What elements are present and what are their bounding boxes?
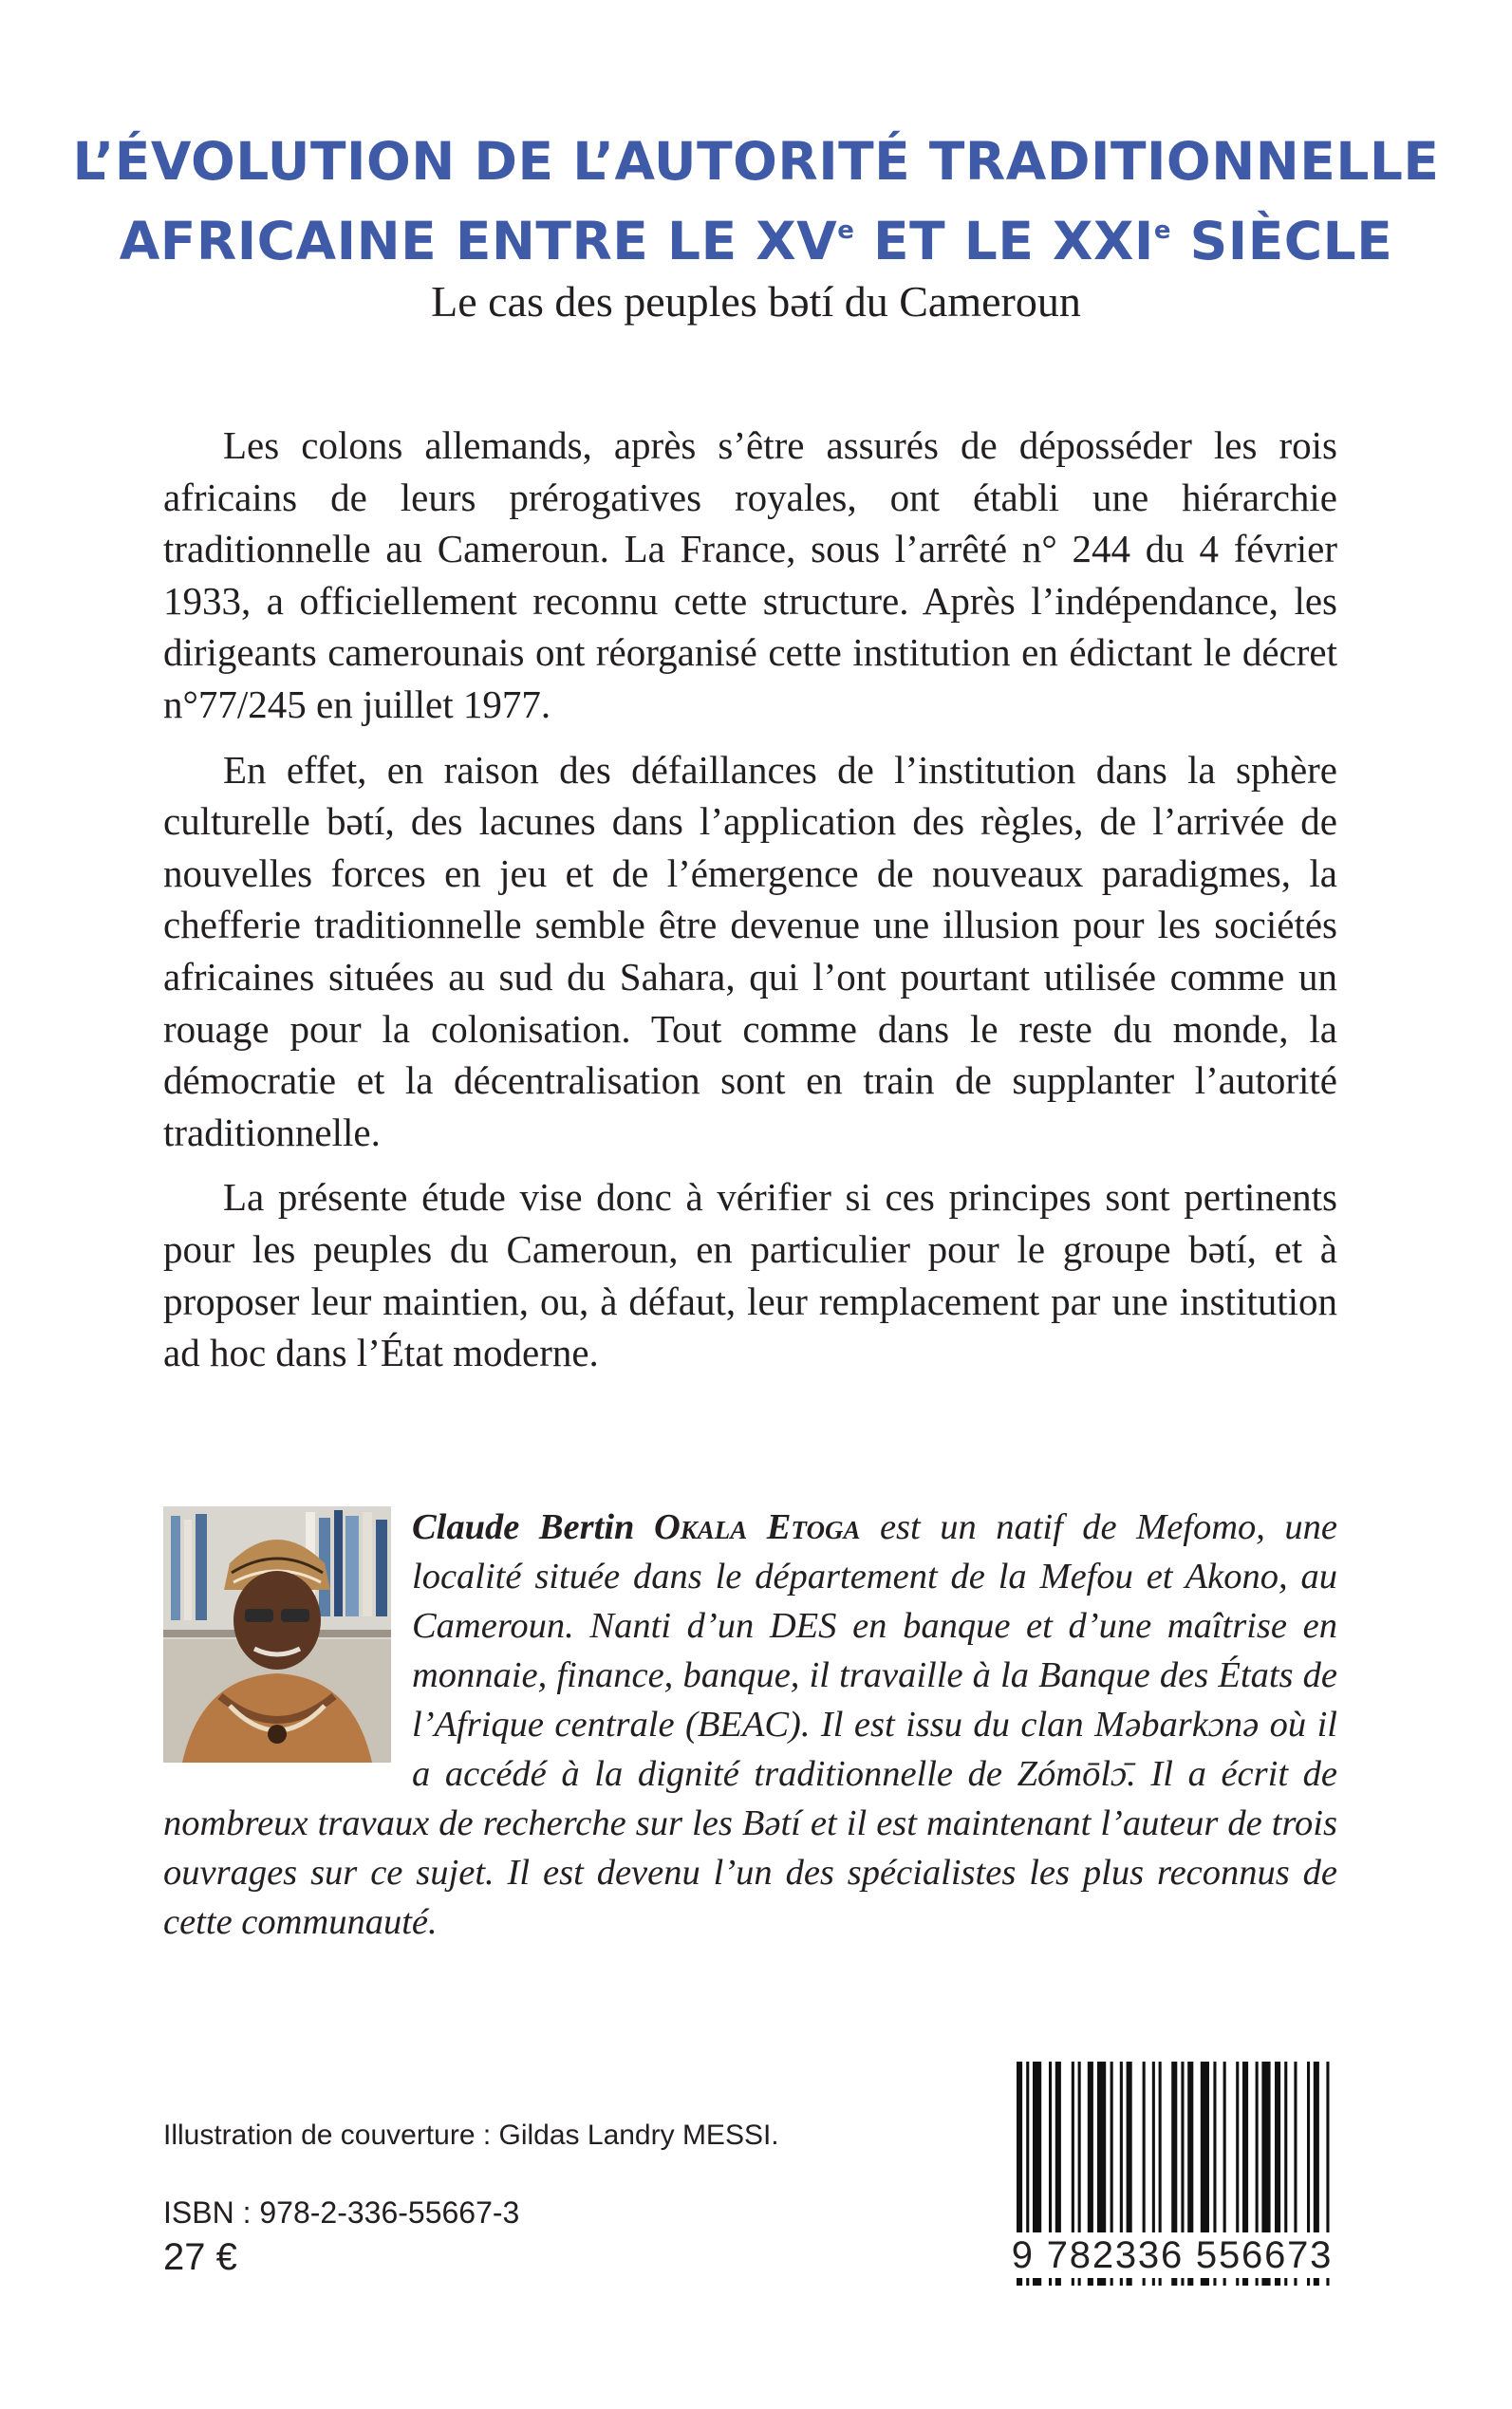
title-superscript-2: e xyxy=(1153,216,1171,245)
title-line-2c: SIÈCLE xyxy=(1170,211,1393,271)
title-line-2b: ET LE XXI xyxy=(854,211,1154,271)
author-bio xyxy=(163,1503,1337,1947)
illustration-credit: Illustration de couverture : Gildas Landry MESSI. xyxy=(163,2120,779,2151)
title-line-1: L’ÉVOLUTION DE L’AUTORITÉ TRADITIONNELLE xyxy=(72,131,1440,192)
photo-spacer xyxy=(163,1503,412,1778)
summary-paragraph: Les colons allemands, après s’être assurés de déposséder les rois africains de leurs prérogatives royales, ont établi une hiérarchie traditionnelle au Cameroun. La France, sous l’arrêté n° 244 du 4 février 1933, a officiellement reconnu cette structure. Après l’indépendance, les dirigeants camerounais ont réorganisé cette institution en édictant le décret n°77/245 en juillet 1977. xyxy=(163,423,1337,726)
isbn: ISBN : 978-2-336-55667-3 xyxy=(163,2195,520,2230)
title-superscript-1: e xyxy=(837,216,855,245)
barcode-digits: 9 782336 556673 xyxy=(997,2232,1348,2278)
title-line-2a: AFRICAINE ENTRE LE XV xyxy=(119,211,838,271)
book-subtitle: Le cas des peuples bətí du Cameroun xyxy=(431,277,1081,326)
author-surname: Okala Etoga xyxy=(653,1507,861,1547)
book-title xyxy=(57,121,1455,281)
summary-paragraph: En effet, en raison des défaillances de l’institution dans la sphère culturelle bətí, des lacunes dans l’application des règles, de l’arrivée de nouvelles forces en jeu et de l’émergence de nouveaux paradigmes, la chefferie traditionnelle semble être devenue une illusion pour les sociétés africaines situées au sud du Sahara, qui l’ont pourtant utilisée comme un rouage pour la colonisation. Tout comme dans le reste du monde, la démocratie et la décentralisation sont en train de supplanter l’autorité traditionnelle. xyxy=(163,747,1337,1154)
author-first-names: Claude Bertin xyxy=(412,1507,654,1547)
back-cover-summary xyxy=(163,420,1337,1392)
price: 27 € xyxy=(163,2236,237,2278)
summary-paragraph: La présente étude vise donc à vérifier si ces principes sont pertinents pour les peuples du Cameroun, en particulier pour le groupe bətí, et à proposer leur maintien, ou, à défaut, leur remplacement par une institution ad hoc dans l’État moderne. xyxy=(163,1175,1337,1375)
author-bio-text: est un natif de Mefomo, une localité située dans le département de la Mefou et Akono, au Cameroun. Nanti d’un DES en banque et d’une maîtrise en monnaie, finance, banque, il travaille à la Banque des États de l’Afrique centrale (BEAC). Il est issu du clan Məbarkɔnə où il a accédé à la dignité traditionnelle de Zómōlɔ̄. Il a écrit de nombreux travaux de recherche sur les Bətí et il est maintenant l’auteur de trois ouvrages sur ce sujet. Il est devenu l’un des spécialistes les plus reconnus de cette communauté. xyxy=(163,1507,1337,1942)
